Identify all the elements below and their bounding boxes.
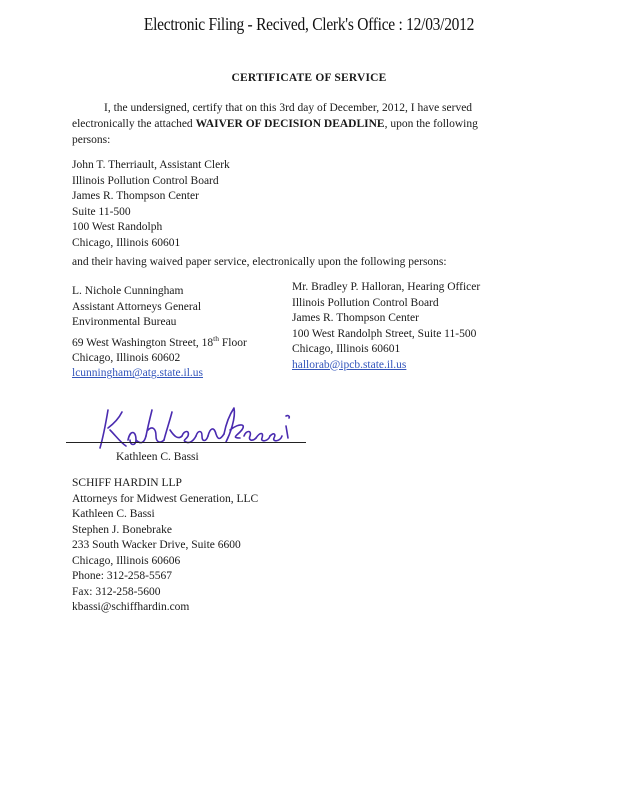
signature-line: [66, 442, 306, 443]
sender-line: Stephen J. Bonebrake: [72, 523, 172, 536]
address-line: L. Nichole Cunningham: [72, 285, 184, 297]
sender-line: Fax: 312-258-5600: [72, 585, 161, 598]
address-line: Chicago, Illinois 60601: [292, 343, 401, 355]
left-recipient-address: [72, 284, 247, 382]
signer-name: Kathleen C. Bassi: [116, 451, 199, 463]
document-name: WAIVER OF DECISION DEADLINE: [195, 118, 385, 130]
sender-line: Kathleen C. Bassi: [72, 508, 155, 520]
filing-stamp: Electronic Filing - Recived, Clerk's Office : 12/03/2012: [143, 14, 475, 34]
intro-text-2: , upon the following persons:: [72, 118, 478, 146]
waived-service-text: and their having waived paper service, electronically upon the following persons:: [72, 256, 447, 268]
email-link-cunningham[interactable]: lcunningham@atg.state.il.us: [72, 367, 203, 380]
intro-text-1: I, the undersigned, certify that on this 3rd day of December, 2012, I have served electronically the attached: [72, 102, 473, 130]
sender-line: Chicago, Illinois 60606: [72, 554, 181, 567]
intro-paragraph: [72, 100, 512, 148]
email-link-halloran[interactable]: hallorab@ipcb.state.il.us: [292, 358, 407, 371]
address-line: Illinois Pollution Control Board: [72, 174, 219, 187]
address-line: Environmental Bureau: [72, 316, 177, 328]
address-line: Assistant Attorneys General: [72, 300, 202, 313]
right-recipient-address: [292, 280, 480, 373]
address-line: Illinois Pollution Control Board: [292, 296, 439, 309]
address-street: 69 West Washington Street, 18: [72, 336, 214, 349]
address-line: Suite 11-500: [72, 205, 131, 218]
sender-line: Phone: 312-258-5567: [72, 570, 172, 582]
primary-recipient-address: [72, 158, 230, 251]
sender-address-block: [72, 476, 258, 616]
address-floor: Floor: [219, 336, 247, 349]
sender-line: SCHIFF HARDIN LLP: [72, 477, 182, 489]
address-line: James R. Thompson Center: [292, 312, 419, 324]
address-line: James R. Thompson Center: [72, 190, 199, 202]
sender-line: 233 South Wacker Drive, Suite 6600: [72, 539, 241, 551]
signature-block: [60, 400, 320, 470]
address-line: 100 West Randolph: [72, 221, 163, 233]
sender-line: Attorneys for Midwest Generation, LLC: [72, 492, 259, 505]
sender-email: kbassi@schiffhardin.com: [72, 601, 190, 613]
address-line: Mr. Bradley P. Halloran, Hearing Officer: [292, 281, 481, 293]
address-line: 100 West Randolph Street, Suite 11-500: [292, 327, 477, 340]
document-title: CERTIFICATE OF SERVICE: [231, 72, 387, 84]
address-line: Chicago, Illinois 60601: [72, 236, 181, 249]
address-line: John T. Therriault, Assistant Clerk: [72, 159, 230, 171]
address-line: Chicago, Illinois 60602: [72, 351, 181, 364]
ordinal-suffix: th: [213, 333, 219, 343]
address-line: [72, 331, 247, 351]
